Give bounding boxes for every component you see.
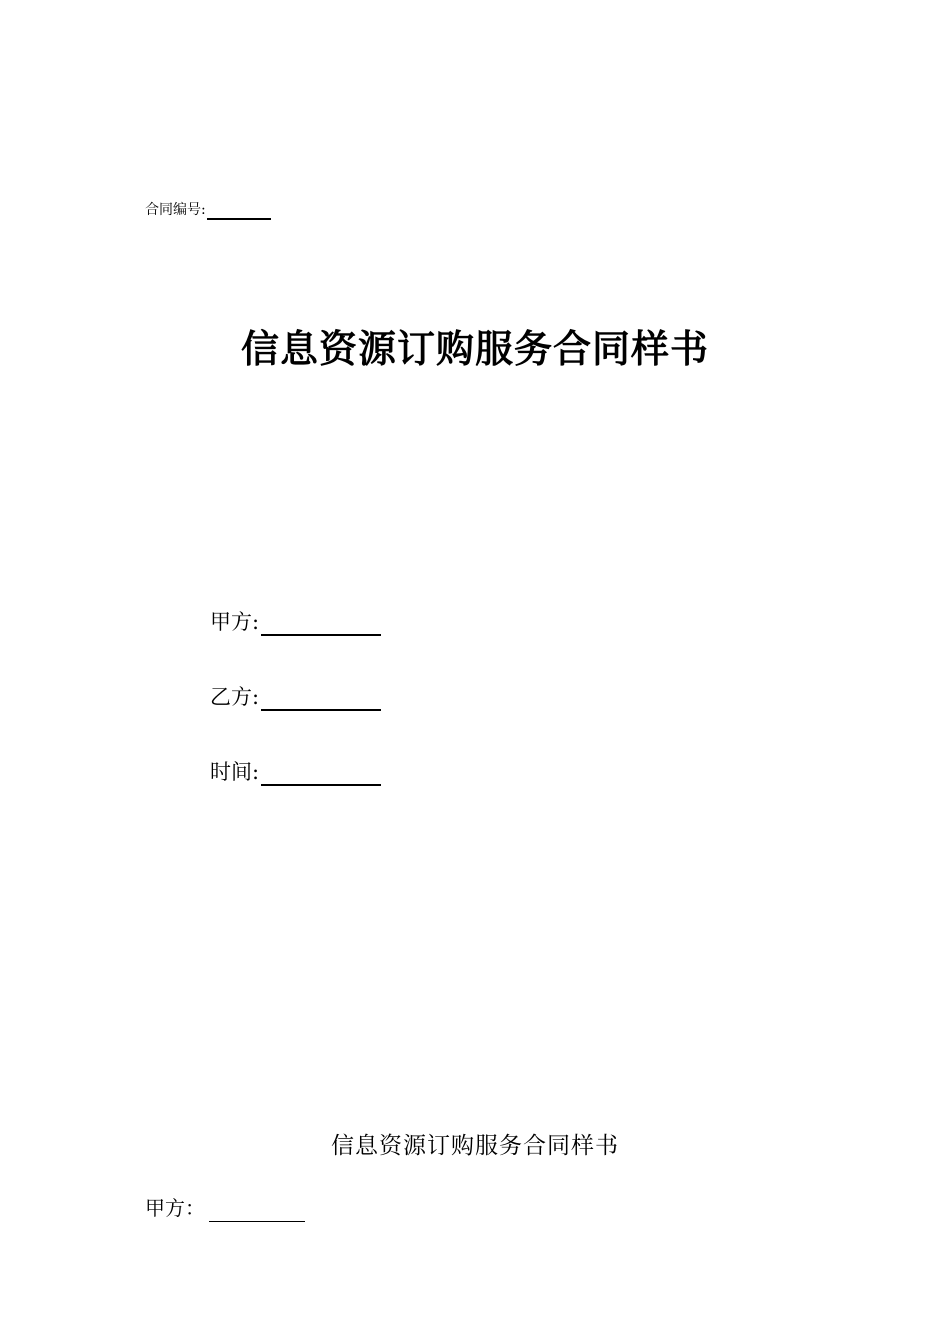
body-party-a-field <box>145 1194 305 1222</box>
cover-party-b-blank <box>261 687 381 711</box>
cover-party-a-label: 甲方: <box>210 610 260 634</box>
contract-number-field <box>145 200 271 220</box>
cover-title: 信息资源订购服务合同样书 <box>240 327 709 371</box>
contract-number-blank <box>207 204 271 220</box>
cover-date-blank <box>261 762 381 786</box>
body-title: 信息资源订购服务合同样书 <box>331 1133 619 1159</box>
cover-date-field <box>210 758 381 786</box>
cover-party-b-label: 乙方: <box>210 685 260 709</box>
body-party-a-label: 甲方： <box>145 1196 205 1220</box>
cover-party-a-blank <box>261 612 381 636</box>
body-party-a-blank <box>209 1201 305 1222</box>
cover-party-b-field <box>210 683 381 711</box>
contract-number-label: 合同编号: <box>145 202 206 218</box>
cover-party-a-field <box>210 608 381 636</box>
cover-date-label: 时间: <box>210 760 260 784</box>
